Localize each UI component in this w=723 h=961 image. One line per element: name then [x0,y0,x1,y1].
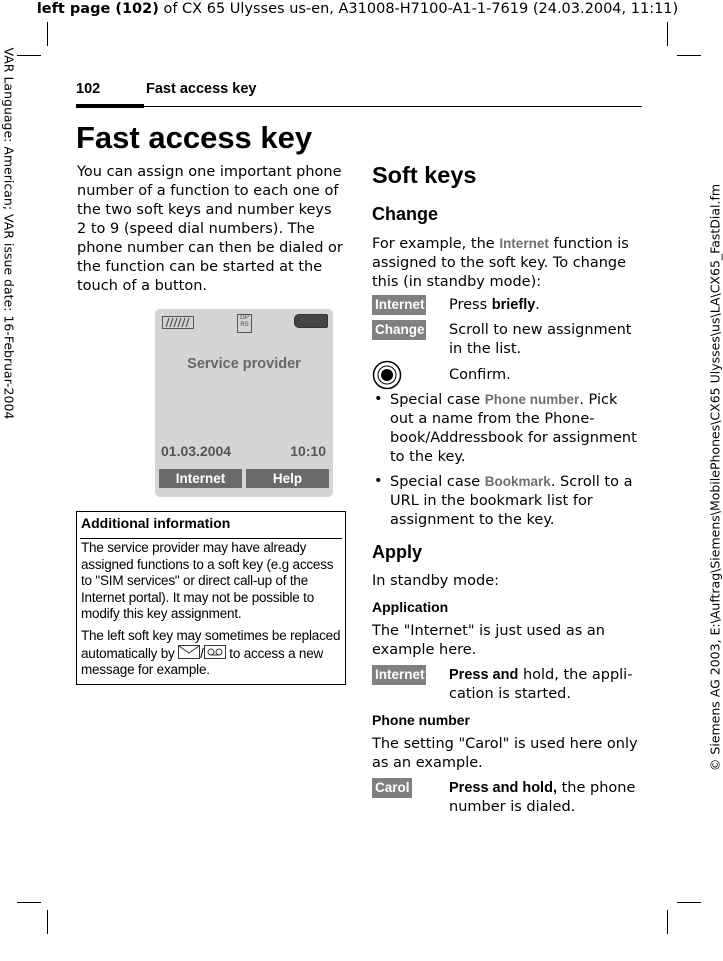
print-header-doc: of CX 65 Ulysses us-en, A31008-H7100-A1-1-7619 (24.03.2004, 11:11) [158,1,679,17]
crop-mark [47,910,48,934]
page-title: Fast access key [76,120,313,155]
bullet-2-b: . Scroll to a URL in the bookmark list for assignment to the key. [390,474,633,528]
header-rule-thick [76,104,144,108]
print-header [0,0,715,18]
crop-mark [17,55,41,56]
bullet-1-b: . Pick out a name from the Phone-book/Addressbook for assignment to the key. [390,392,637,465]
signal-strength-icon [162,314,194,327]
info-box-rule [80,538,342,539]
voicemail-icon [204,645,226,659]
phone-rest: the phone number is dialed. [449,780,636,815]
bullet-1-key: Phone number [484,392,580,407]
phone-press-and-hold: Press and hold, [449,780,557,796]
crop-mark [677,902,701,903]
side-text-left: VAR Language: American; VAR issue date: 16-Februar-2004 [1,47,17,420]
subheading-phone-number: Phone number [372,712,471,728]
key-change: Change [375,322,425,337]
info-box-paragraph-2-b: to access a new message for example. [81,645,324,677]
change-intro-key: Internet [499,236,549,251]
info-box-title: Additional information [81,515,231,531]
info-box [76,511,346,685]
apply-intro: In standby mode: [372,573,499,589]
step-period: . [535,297,540,313]
icon-separator: / [200,645,204,661]
section-heading-soft-keys: Soft keys [372,162,477,188]
subheading-change: Change [372,204,439,224]
bullet-1-a: Special case [390,392,481,408]
step-press-briefly [449,296,540,315]
print-header-page: left page (102) [36,1,159,17]
change-intro [372,234,638,292]
crop-mark [667,910,668,934]
step-press-text: Press [449,297,488,313]
crop-mark [677,55,701,56]
info-box-paragraph-2 [81,628,343,679]
soft-key-right: Help [246,469,329,488]
step-confirm: Confirm. [449,367,511,383]
crop-mark [47,22,48,46]
battery-icon [294,314,328,328]
bullet-bookmark [372,472,638,530]
application-text: The "Internet" is just used as an example here. [372,623,605,658]
step-scroll: Scroll to new assignment in the list. [449,322,632,357]
display-time: 10:10 [290,443,326,459]
soft-key-left: Internet [159,469,242,488]
header-rule [76,106,642,107]
bullet-2-key: Bookmark [484,474,551,489]
step-press-hold-app [449,666,639,704]
key-internet: Internet [375,297,425,312]
step-briefly: briefly [491,297,536,313]
special-cases-list [372,390,638,530]
phone-display [155,309,333,497]
key-internet-2: Internet [375,667,425,682]
subheading-application: Application [372,599,449,615]
service-provider: Service provider [187,356,301,372]
envelope-icon [178,645,200,659]
app-press-and: Press and [449,667,519,683]
side-text-right: © Siemens AG 2003, E:\Auftrag\Siemens\MobilePhones\CX65 Ulysses\us\LA\CX65_FastDial.fm [707,183,723,772]
info-box-paragraph-1: The service provider may have already assigned functions to a soft key (e.g access to "SIM services" or direct call-up of the Internet portal). It may not be possible to modify this key assignment. [81,540,334,621]
running-title: Fast access key [146,81,257,97]
bullet-2-a: Special case [390,474,481,490]
gprs-icon: GP RS [237,314,252,333]
key-carol: Carol [375,780,410,795]
intro-paragraph: You can assign one important phone number of a function to each one of the two soft keys and number keys 2 to 9 (speed dial numbers). The phone number can then be dialed or the function can be started at the touch of a button. [77,164,343,294]
navigation-key-icon [372,360,402,390]
change-intro-b: function is assigned to the soft key. To change this (in standby mode): [372,236,629,290]
page-number: 102 [76,81,101,97]
change-intro-a: For example, the [372,236,495,252]
phone-number-text: The setting "Carol" is used here only as an example. [372,736,638,771]
crop-mark [667,22,668,46]
bullet-phone-number [372,390,638,467]
display-date: 01.03.2004 [161,443,232,459]
app-rest: hold, the appli-cation is started. [449,667,633,702]
info-box-paragraph-2-a: The left soft key may sometimes be replaced automatically by [81,628,341,661]
crop-mark [17,902,41,903]
step-press-hold-phone [449,779,639,817]
subheading-apply: Apply [372,542,423,562]
